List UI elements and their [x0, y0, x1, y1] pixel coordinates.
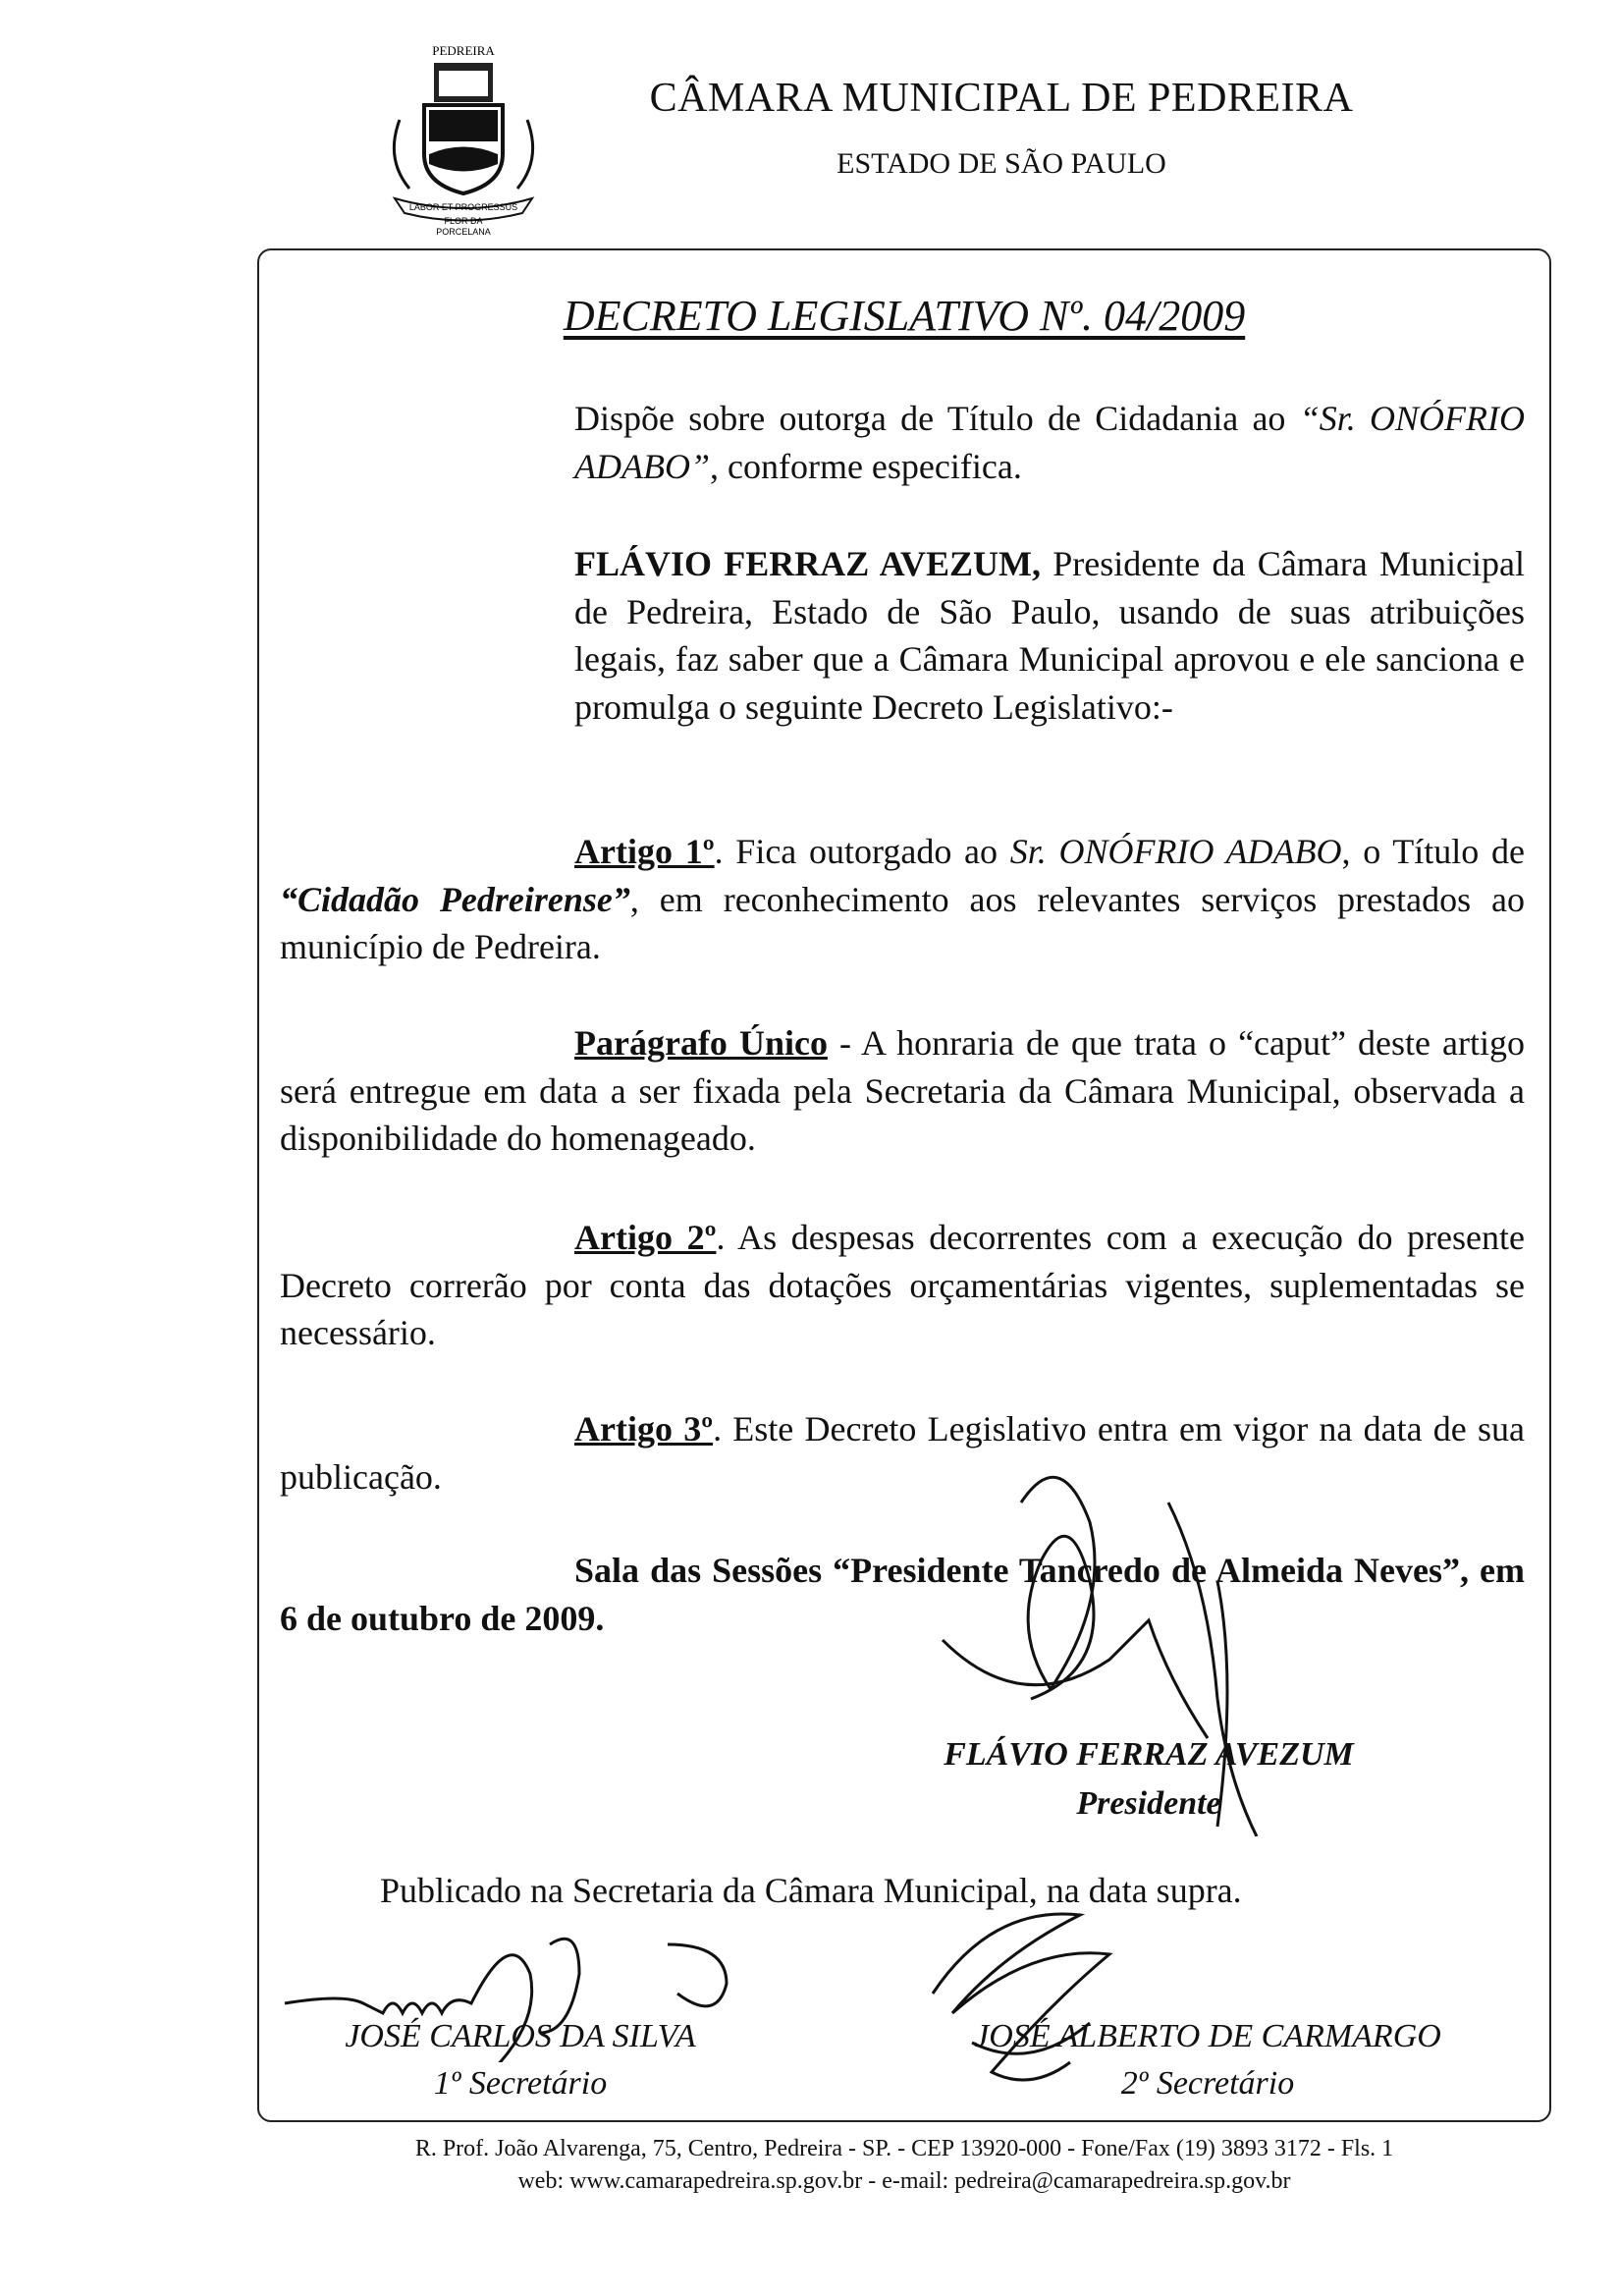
president-signature-block — [893, 1730, 1404, 1829]
document-title: DECRETO LEGISLATIVO Nº. 04/2009 — [563, 292, 1246, 340]
secretary-2-name: JOSÉ ALBERTO DE CARMARGO — [974, 2018, 1441, 2054]
session-date: Sala das Sessões “Presidente Tancredo de Almeida Neves”, em 6 de outubro de 2009. — [280, 1551, 1525, 1638]
artigo-3 — [280, 1405, 1525, 1501]
president-signature-name: FLÁVIO FERRAZ AVEZUM — [944, 1736, 1354, 1773]
municipal-coat-of-arms-logo — [380, 41, 547, 238]
footer-contact: web: www.camarapedreira.sp.gov.br - e-mail: pedreira@camarapedreira.sp.gov.br — [517, 2168, 1291, 2194]
secretary-1-name: JOSÉ CARLOS DA SILVA — [345, 2018, 696, 2054]
footer-address: R. Prof. João Alvarenga, 75, Centro, Pedreira - SP. - CEP 13920-000 - Fone/Fax (19) 3893 3172 - Fls. 1 — [414, 2136, 1394, 2161]
secretary-2-role: 2º Secretário — [1120, 2065, 1295, 2102]
ementa — [574, 395, 1525, 490]
president-name: FLÁVIO FERRAZ AVEZUM, — [574, 544, 1041, 583]
preamble-text: Presidente da Câmara Municipal de Pedreira, Estado de São Paulo, usando de suas atribuições legais, faz saber que a Câmara Municipal aprovou e ele sanciona e promulga o seguinte Decreto Legislativo:- — [574, 544, 1525, 727]
institution-name: CÂMARA MUNICIPAL DE PEDREIRA — [649, 76, 1354, 121]
secretary-1-block — [265, 2013, 776, 2107]
svg-text:PORCELANA: PORCELANA — [436, 227, 491, 237]
paragrafo-label: Parágrafo Único — [574, 1023, 828, 1063]
ementa-honoree: “Sr. ONÓFRIO ADABO” — [574, 399, 1526, 486]
ementa-text: Dispõe sobre outorga de Título de Cidadania ao — [574, 399, 1300, 438]
publication-note: Publicado na Secretaria da Câmara Municipal, na data supra. — [380, 1871, 1242, 1910]
artigo-1-label: Artigo 1º — [574, 832, 715, 871]
artigo-1-text-2: , o Título de — [1341, 832, 1526, 871]
artigo-3-text: . Este Decreto Legislativo entra em vigor na data de sua publicação. — [280, 1409, 1525, 1497]
svg-text:LABOR ET PROGRESSUS: LABOR ET PROGRESSUS — [408, 202, 518, 212]
footer — [257, 2133, 1551, 2198]
ementa-text-end: , conforme especifica. — [710, 446, 1022, 486]
artigo-2 — [280, 1214, 1525, 1357]
artigo-1-honoree: Sr. ONÓFRIO ADABO — [1009, 832, 1342, 871]
svg-text:FLOR DA: FLOR DA — [444, 216, 483, 226]
institution-state: ESTADO DE SÃO PAULO — [836, 147, 1166, 180]
artigo-1-text: . Fica outorgado ao — [714, 832, 1010, 871]
secretary-1-role: 1º Secretário — [433, 2065, 608, 2102]
artigo-2-text: . As despesas decorrentes com a execução do presente Decreto correrão por conta das dotações orçamentárias vigentes, suplementadas se necessário. — [280, 1218, 1525, 1352]
svg-text:PEDREIRA: PEDREIRA — [432, 43, 495, 58]
artigo-1-text-3: , em reconhecimento aos relevantes serviços prestados ao município de Pedreira. — [280, 879, 1525, 966]
preamble — [574, 540, 1525, 731]
document-frame — [257, 248, 1551, 2122]
secretary-2-block — [884, 2013, 1532, 2107]
artigo-2-label: Artigo 2º — [574, 1218, 717, 1257]
artigo-1 — [280, 828, 1525, 971]
president-role: Presidente — [1076, 1785, 1221, 1822]
paragrafo-text: - A honraria de que trata o “caput” deste artigo será entregue em data a ser fixada pela Secretaria da Câmara Municipal, observada a disponibilidade do homenageado. — [280, 1023, 1525, 1158]
paragrafo-unico — [280, 1019, 1525, 1163]
artigo-1-title-name: “Cidadão Pedreirense” — [280, 879, 630, 919]
artigo-3-label: Artigo 3º — [574, 1409, 714, 1449]
